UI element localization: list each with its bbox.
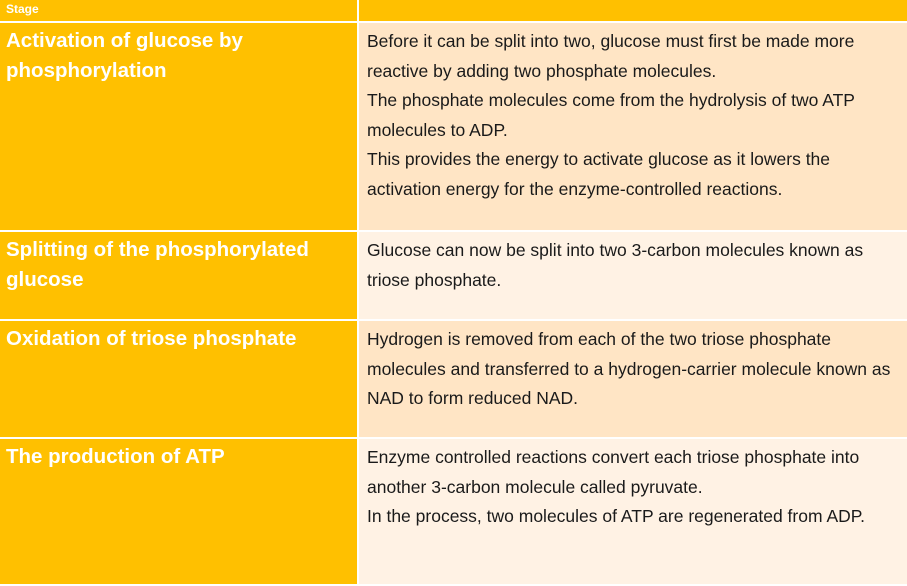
stage-name: Oxidation of triose phosphate (0, 320, 358, 438)
table-row (0, 320, 907, 438)
stage-name: Splitting of the phosphorylated glucose (0, 231, 358, 320)
stage-description (358, 231, 907, 320)
description-line: In the process, two molecules of ATP are regenerated from ADP. (367, 506, 866, 526)
stage-column-header: Stage (0, 0, 358, 22)
description-line: This provides the energy to activate glucose as it lowers the activation energy for the enzyme-controlled reactions. (367, 149, 831, 199)
description-line: Hydrogen is removed from each of the two triose phosphate molecules and transferred to a hydrogen-carrier molecule known as NAD to form reduced NAD. (367, 329, 891, 408)
table-row (0, 231, 907, 320)
description-line: Before it can be split into two, glucose must first be made more reactive by adding two phosphate molecules. (367, 31, 855, 81)
stage-description (358, 22, 907, 231)
table-row (0, 22, 907, 231)
description-column-header (358, 0, 907, 22)
stage-description (358, 320, 907, 438)
table-header-row (0, 0, 907, 22)
stage-description (358, 438, 907, 585)
stage-name: Activation of glucose by phosphorylation (0, 22, 358, 231)
description-line: The phosphate molecules come from the hydrolysis of two ATP molecules to ADP. (367, 90, 855, 140)
description-line: Enzyme controlled reactions convert each triose phosphate into another 3-carbon molecule called pyruvate. (367, 447, 860, 497)
stage-name: The production of ATP (0, 438, 358, 585)
table-row (0, 438, 907, 585)
description-line: Glucose can now be split into two 3-carbon molecules known as triose phosphate. (367, 240, 864, 290)
